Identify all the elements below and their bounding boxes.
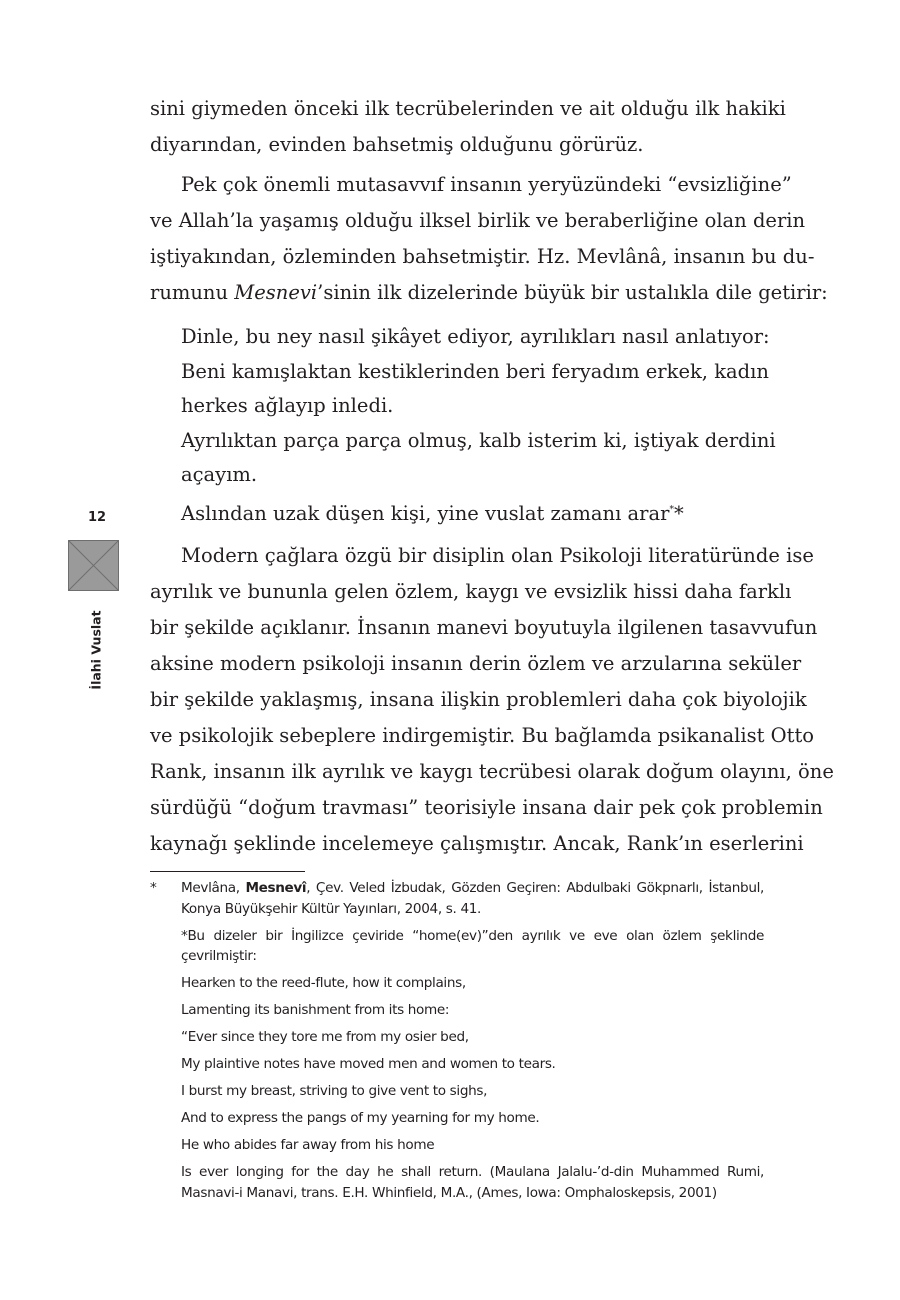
text-line: Rank, insanın ilk ayrılık ve kaygı tecrübesi olarak doğum olayını, öne	[150, 760, 834, 783]
footnote-line: Masnavi-i Manavi, trans. E.H. Whinfield, M.A., (Ames, Iowa: Omphaloskepsis, 2001)	[181, 1184, 717, 1201]
cross-box-icon	[68, 540, 119, 591]
text-line: iştiyakından, özleminden bahsetmiştir. Hz. Mevlânâ, insanın bu du-	[150, 245, 815, 268]
footnote-line: “Ever since they tore me from my osier bed,	[181, 1029, 469, 1045]
footnote-line: I burst my breast, striving to give vent to sighs,	[181, 1083, 488, 1099]
page-number: 12	[88, 510, 107, 525]
verse-line: Beni kamışlaktan kestiklerinden beri feryadım erkek, kadın	[181, 359, 769, 383]
text-line: bir şekilde yaklaşmış, insana ilişkin problemleri daha çok biyolojik	[150, 688, 807, 711]
text-line: sürdüğü “doğum travması” teorisiyle insana dair pek çok problemin	[150, 796, 823, 819]
verse-line: Dinle, bu ney nasıl şikâyet ediyor, ayrılıkları nasıl anlatıyor:	[181, 325, 770, 348]
text-line: ve Allah’la yaşamış olduğu ilksel birlik ve beraberliğine olan derin	[150, 209, 806, 232]
verse-quote	[181, 320, 776, 527]
verse-line: Ayrılıktan parça parça olmuş, kalb isterim ki, iştiyak derdini	[181, 428, 776, 452]
verse-line: herkes ağlayıp inledi.	[181, 394, 394, 417]
text-line: diyarından, evinden bahsetmiş olduğunu görürüz.	[150, 133, 644, 156]
text-line: Pek çok önemli mutasavvıf insanın yeryüzündeki “evsizliğine”	[181, 173, 792, 196]
footnote-poem	[181, 973, 764, 1156]
chapter-marker-icon	[68, 540, 119, 591]
book-title-mesnevi: Mesnevi	[234, 281, 318, 304]
paragraph-continuation	[150, 91, 786, 163]
footnote-line: And to express the pangs of my yearning for my home.	[181, 1110, 540, 1126]
text-line: bir şekilde açıklanır. İnsanın manevi boyutuyla ilgilenen tasavvufun	[150, 616, 818, 639]
footnote-line: Hearken to the reed-flute, how it complains,	[181, 975, 466, 991]
verse-line: açayım.	[181, 463, 258, 486]
cited-title: Mesnevî	[245, 880, 307, 896]
footnote-line: Lamenting its banishment from its home:	[181, 1002, 450, 1018]
footnote-citation	[181, 878, 764, 919]
footnote-line	[181, 878, 764, 899]
footnote-divider	[150, 871, 305, 872]
running-title: İlahi Vuslat	[88, 610, 104, 690]
footnote-line: He who abides far away from his home	[181, 1137, 435, 1153]
footnote-line: Is ever longing for the day he shall return. (Maulana Jalalu-’d-din Muhammed Rumi,	[181, 1164, 764, 1180]
verse-line	[181, 493, 764, 528]
paragraph-psikoloji	[150, 538, 834, 862]
footnotes	[150, 878, 764, 1203]
text-line: sini giymeden önceki ilk tecrübelerinden ve ait olduğu ilk hakiki	[150, 97, 786, 120]
footnote-line: My plaintive notes have moved men and women to tears.	[181, 1056, 556, 1072]
text-line: ve psikolojik sebeplere indirgemiştir. Bu bağlamda psikanalist Otto	[150, 724, 815, 747]
text-line: aksine modern psikoloji insanın derin özlem ve arzularına seküler	[150, 652, 802, 675]
paragraph-mutasavvif	[150, 167, 828, 311]
text-segment: Mevlâna,	[181, 880, 246, 896]
footnote-line: *Bu dizeler bir İngilizce çeviride “home(ev)”den ayrılık ve eve olan özlem şeklinde	[181, 927, 764, 944]
text-line	[150, 275, 828, 311]
text-segment: , Çev. Veled İzbudak, Gözden Geçiren: Abdulbaki Gökpnarlı, İstanbul,	[306, 880, 764, 896]
footnote-mark: *	[150, 880, 157, 896]
footnote-source	[181, 1162, 764, 1203]
footnote-marker: *	[673, 501, 684, 525]
text-line: ayrılık ve bununla gelen özlem, kaygı ve evsizlik hissi daha farklı	[150, 580, 792, 603]
text-segment: ’sinin ilk dizelerinde büyük bir ustalıkla dile getirir:	[317, 281, 828, 304]
footnote-marker: *	[669, 504, 674, 515]
footnote-line: Konya Büyükşehir Kültür Yayınları, 2004, s. 41.	[181, 900, 482, 917]
footnote-translation-note	[181, 926, 764, 967]
footnote-line: çevrilmiştir:	[181, 948, 257, 964]
text-segment: rumunu	[150, 281, 235, 304]
text-line: kaynağı şeklinde incelemeye çalışmıştır. Ancak, Rank’ın eserlerini	[150, 832, 804, 855]
text-line: Modern çağlara özgü bir disiplin olan Psikoloji literatüründe ise	[181, 544, 814, 567]
text-segment: Aslından uzak düşen kişi, yine vuslat zamanı arar	[181, 501, 670, 525]
